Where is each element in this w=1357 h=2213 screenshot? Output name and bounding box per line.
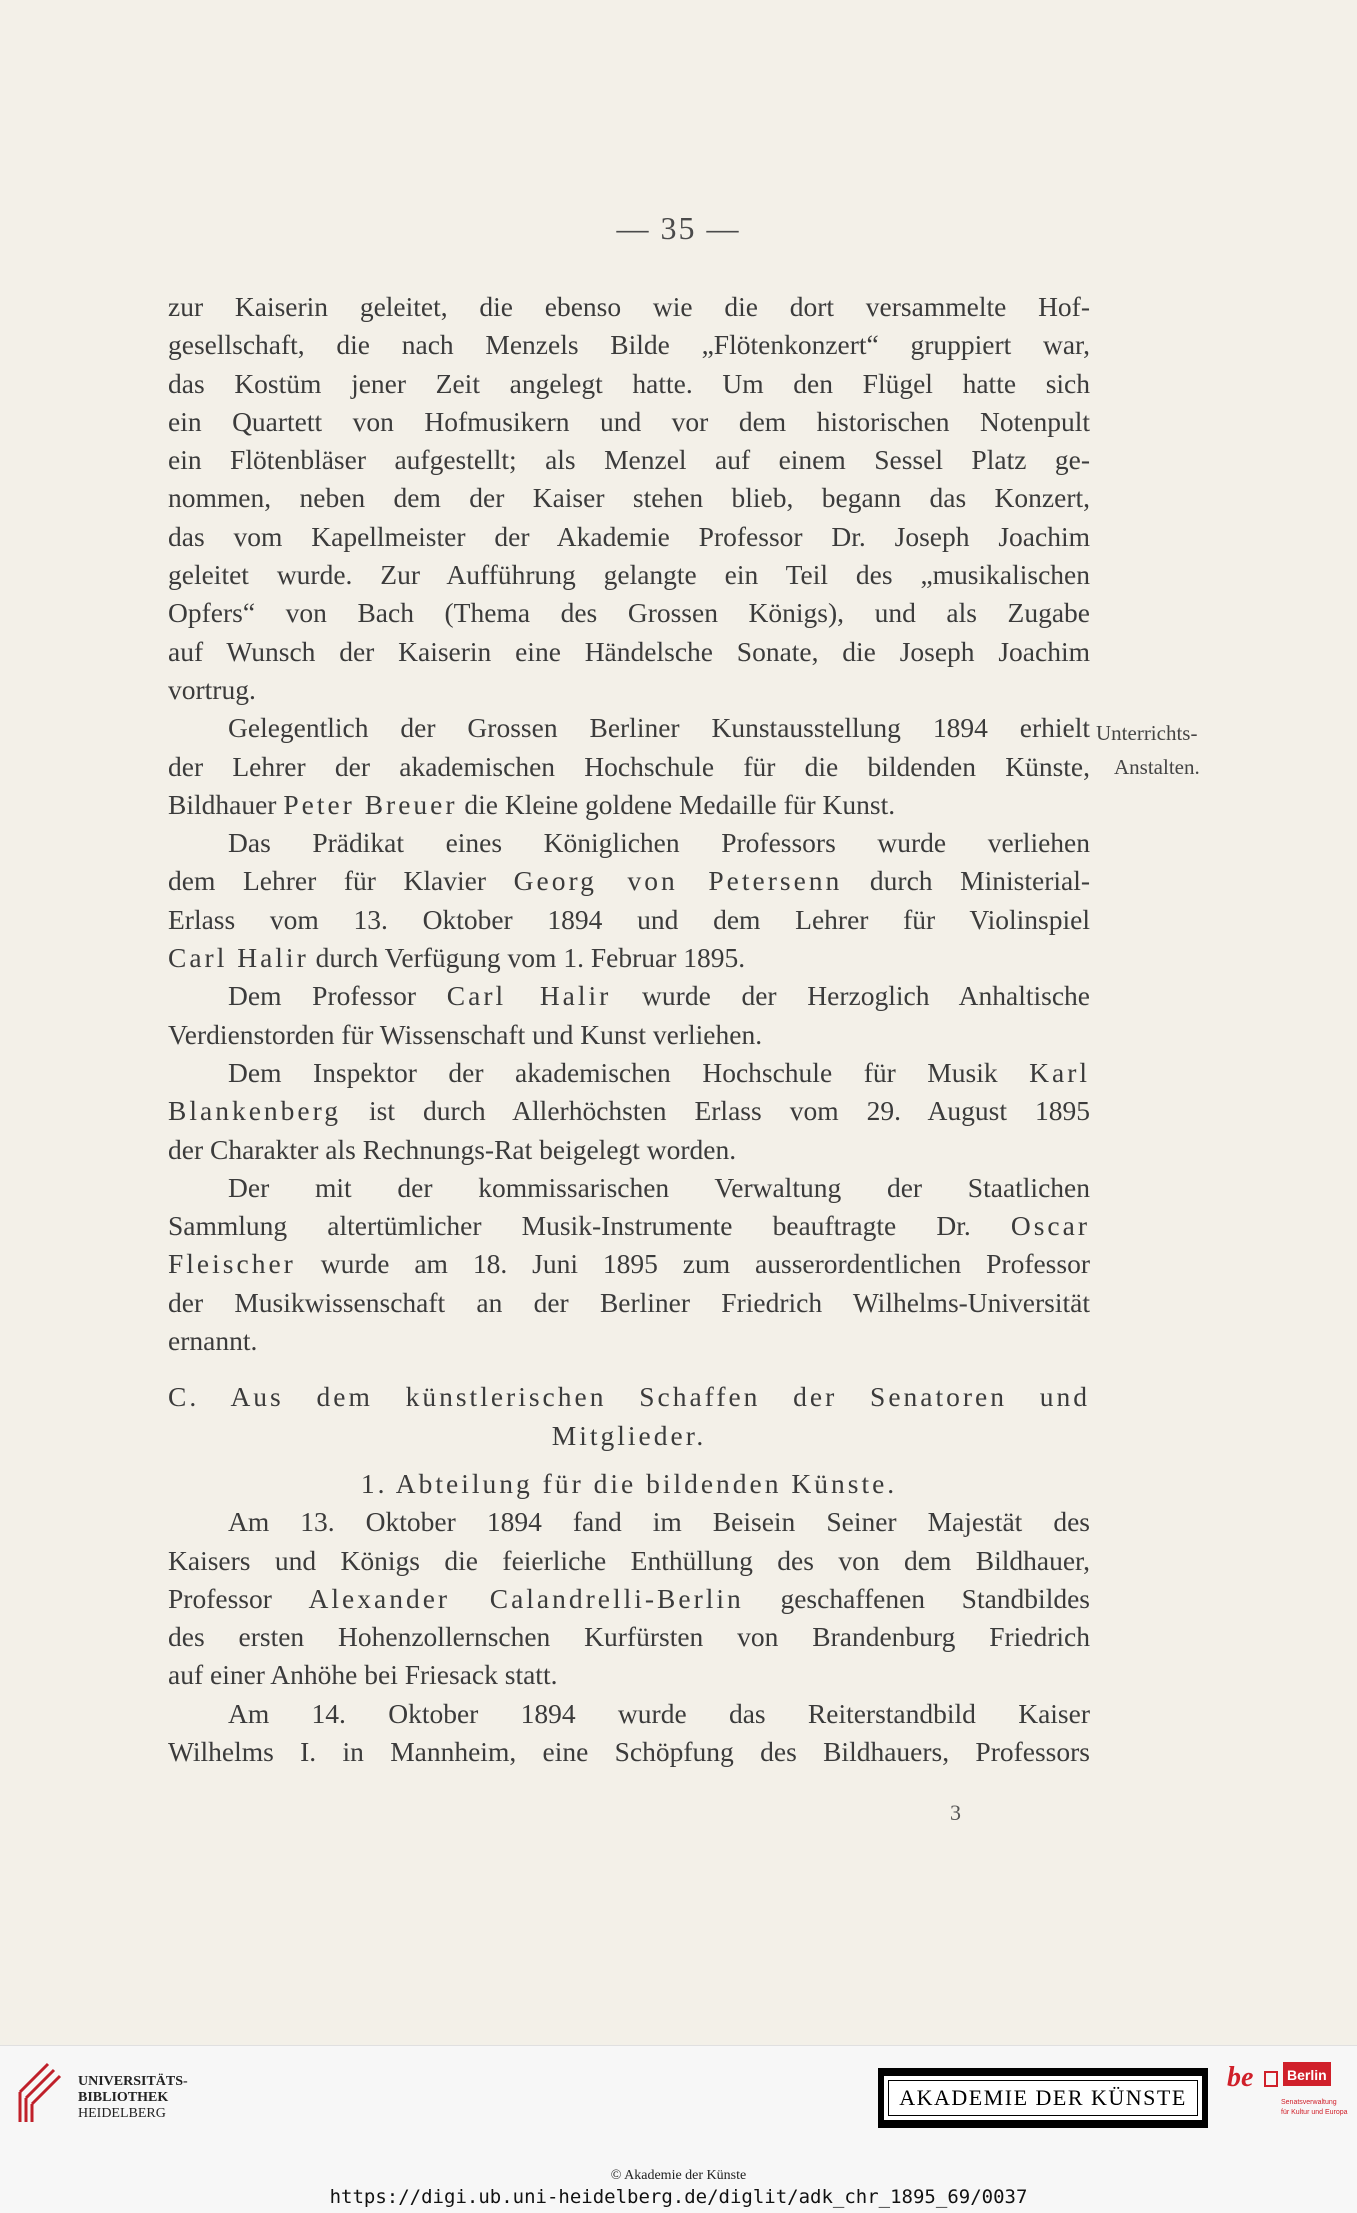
text-line [168, 977, 1090, 1015]
text-line [168, 862, 1090, 900]
person-name: Carl Halir [446, 980, 612, 1012]
text-fragment: wurde am 18. Juni 1895 zum ausserordentlichen Professor [320, 1248, 1090, 1280]
berlin-sub-line: Senatsverwaltung [1281, 2099, 1337, 2106]
text-line: Das Prädikat eines Königlichen Professors wurde verliehen [228, 827, 1090, 859]
text-line: Gelegentlich der Grossen Berliner Kunstausstellung 1894 erhielt [228, 712, 1090, 744]
text-fragment: wurde der Herzoglich Anhaltische [642, 980, 1091, 1012]
text-line [168, 1092, 1090, 1130]
text-line: Der mit der kommissarischen Verwaltung der Staatlichen [228, 1171, 1090, 1203]
text-fragment: durch Ministerial- [869, 865, 1090, 897]
text-line: Am 13. Oktober 1894 fand im Beisein Seiner Majestät des [228, 1506, 1090, 1538]
person-name: Peter Breuer [283, 788, 458, 820]
text-line: Opfers“ von Bach (Thema des Grossen Königs), und als Zugabe [168, 597, 1090, 629]
text-line: Verdienstorden für Wissenschaft und Kunst verliehen. [168, 1018, 763, 1050]
text-fragment: die Kleine goldene Medaille für Kunst. [464, 788, 896, 820]
text-line: geleitet wurde. Zur Aufführung gelangte ein Teil des „musikalischen [168, 559, 1090, 591]
page-number: — 35 — [616, 210, 741, 246]
text-fragment: Sammlung altertümlicher Musik-Instrumente beauftragte Dr. [168, 1210, 971, 1242]
text-fragment: Bildhauer [168, 788, 277, 820]
text-line: auf einer Anhöhe bei Friesack statt. [168, 1659, 558, 1691]
text-line: des ersten Hohenzollernschen Kurfürsten von Brandenburg Friedrich [168, 1621, 1090, 1653]
text-line: der Charakter als Rechnungs-Rat beigelegt worden. [168, 1133, 737, 1165]
text-line: nommen, neben dem der Kaiser stehen blieb, begann das Konzert, [168, 482, 1090, 514]
text-line: der Lehrer der akademischen Hochschule für die bildenden Künste, [168, 750, 1090, 782]
text-line: zur Kaiserin geleitet, die ebenso wie die dort versammelte Hof- [168, 291, 1090, 322]
text-line: auf Wunsch der Kaiserin eine Händelsche Sonate, die Joseph Joachim [168, 635, 1090, 667]
text-line: vortrug. [168, 673, 256, 705]
text-line [168, 1245, 1090, 1283]
subsection-heading: 1. Abteilung für die bildenden Künste. [360, 1467, 898, 1499]
ub-line: BIBLIOTHEK [78, 2090, 169, 2105]
text-line: der Musikwissenschaft an der Berliner Friedrich Wilhelms-Universität [168, 1286, 1090, 1318]
ub-line: UNIVERSITÄTS- [78, 2074, 188, 2089]
person-name: Fleischer [168, 1248, 296, 1280]
berlin-logo-icon[interactable] [1225, 2056, 1348, 2136]
section-heading: Mitglieder. [551, 1419, 707, 1451]
text-fragment: ist durch Allerhöchsten Erlass vom 29. August 1895 [369, 1095, 1090, 1127]
margin-note-line: Unterrichts- [1096, 721, 1198, 745]
text-line [168, 939, 1090, 977]
text-fragment: Dem Professor [228, 980, 417, 1012]
text-fragment: Professor [168, 1582, 272, 1614]
text-line: gesellschaft, die nach Menzels Bilde „Flötenkonzert“ gruppiert war, [168, 329, 1090, 361]
person-name: Georg von Petersenn [513, 865, 843, 897]
berlin-sub-line: für Kultur und Europa [1281, 2109, 1348, 2116]
signature-mark: 3 [950, 1800, 961, 1825]
ub-heidelberg-name[interactable] [78, 2074, 188, 2122]
text-line: Kaisers und Königs die feierliche Enthüllung des von dem Bildhauer, [168, 1544, 1090, 1576]
akademie-logo[interactable] [878, 2068, 1208, 2128]
person-name: Oscar [1010, 1210, 1091, 1242]
body-text [168, 288, 1090, 1771]
text-line: das Kostüm jener Zeit angelegt hatte. Um den Flügel hatte sich [168, 367, 1090, 399]
text-line [168, 1054, 1090, 1092]
person-name: Blankenberg [168, 1095, 342, 1127]
text-line: Erlass vom 13. Oktober 1894 und dem Lehrer für Violinspiel [168, 903, 1090, 935]
text-line: ernannt. [168, 1325, 258, 1357]
ub-heidelberg-logo-icon[interactable] [14, 2058, 74, 2128]
margin-note [1096, 716, 1296, 784]
text-fragment: dem Lehrer für Klavier [168, 865, 487, 897]
margin-note-line: Anstalten. [1114, 755, 1200, 779]
akademie-label: AKADEMIE DER KÜNSTE [884, 2076, 1202, 2120]
copyright-text: © Akademie der Künste [610, 2168, 747, 2183]
berlin-logo-text: Berlin [1287, 2067, 1327, 2083]
text-fragment: Dem Inspektor der akademischen Hochschule für Musik [228, 1056, 998, 1088]
text-fragment: durch Verfügung vom 1. Februar 1895. [315, 942, 746, 974]
person-name: Alexander Calandrelli-Berlin [308, 1582, 744, 1614]
text-fragment: geschaffenen Standbildes [780, 1582, 1090, 1614]
text-line: das vom Kapellmeister der Akademie Professor Dr. Joseph Joachim [168, 520, 1090, 552]
person-name: Karl [1029, 1056, 1091, 1088]
text-line [168, 1580, 1090, 1618]
ub-line: HEIDELBERG [78, 2106, 166, 2121]
text-line: Wilhelms I. in Mannheim, eine Schöpfung des Bildhauers, Professors [168, 1735, 1090, 1767]
person-name: Carl Halir [168, 942, 309, 974]
text-line: ein Flötenbläser aufgestellt; als Menzel auf einem Sessel Platz ge- [168, 444, 1090, 476]
berlin-be-text: be [1227, 2062, 1254, 2093]
text-line: Am 14. Oktober 1894 wurde das Reiterstandbild Kaiser [228, 1697, 1090, 1729]
text-line [168, 786, 1090, 824]
text-line [168, 1207, 1090, 1245]
permalink-url[interactable]: https://digi.ub.uni-heidelberg.de/diglit/adk_chr_1895_69/0037 [329, 2186, 1028, 2208]
text-line: ein Quartett von Hofmusikern und vor dem historischen Notenpult [168, 405, 1090, 437]
section-heading: C. Aus dem künstlerischen Schaffen der Senatoren und [168, 1381, 1090, 1413]
